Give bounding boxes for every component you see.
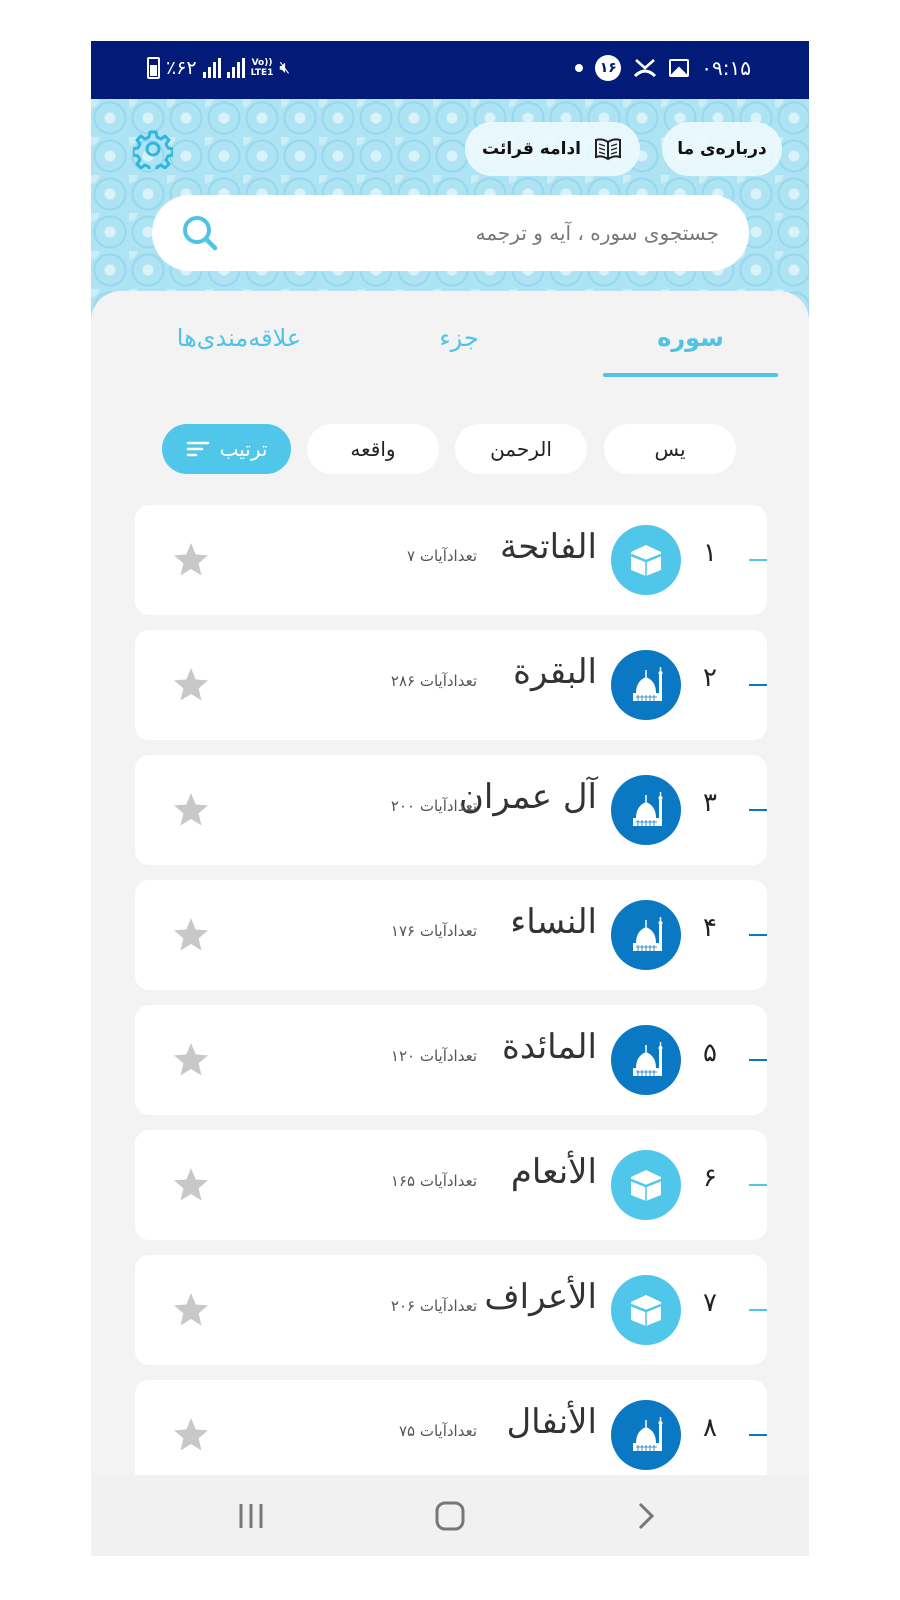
row-marker bbox=[749, 1059, 767, 1061]
ayat-count: تعدادآیات ۱۲۰ bbox=[390, 1047, 477, 1065]
surah-row[interactable] bbox=[135, 1005, 767, 1115]
surah-number: ۶ bbox=[703, 1163, 717, 1193]
favorite-star-icon[interactable] bbox=[171, 540, 211, 580]
chevron-right-icon bbox=[635, 1501, 657, 1531]
open-book-icon bbox=[593, 136, 623, 162]
chip-rahman[interactable]: الرحمن bbox=[455, 424, 587, 474]
status-bar-left bbox=[147, 57, 290, 79]
surah-name: النساء bbox=[510, 902, 597, 942]
favorite-star-icon[interactable] bbox=[171, 1290, 211, 1330]
active-tab-indicator bbox=[603, 373, 778, 377]
tab-surah[interactable]: سوره bbox=[657, 324, 724, 352]
continue-reading-button[interactable] bbox=[465, 122, 640, 176]
notification-dot-icon bbox=[575, 64, 583, 72]
sort-filter-icon bbox=[186, 440, 210, 458]
recents-icon bbox=[236, 1502, 266, 1530]
volte-indicator bbox=[251, 58, 274, 78]
battery-level: ٪۶۲ bbox=[166, 57, 197, 79]
chip-waqia[interactable]: واقعه bbox=[307, 424, 439, 474]
row-marker bbox=[749, 1309, 767, 1311]
mute-icon: 🔇︎ bbox=[279, 58, 291, 78]
row-marker bbox=[749, 809, 767, 811]
signal-2-icon bbox=[227, 58, 245, 78]
surah-row[interactable] bbox=[135, 1255, 767, 1365]
surah-row[interactable] bbox=[135, 1130, 767, 1240]
favorite-star-icon[interactable] bbox=[171, 915, 211, 955]
surah-row[interactable] bbox=[135, 1380, 767, 1490]
battery-icon bbox=[147, 57, 160, 79]
main-sheet bbox=[91, 291, 809, 1491]
ayat-count: تعدادآیات ۷۵ bbox=[398, 1422, 477, 1440]
tab-favorites[interactable]: علاقه‌مندی‌ها bbox=[176, 324, 302, 352]
surah-number: ۲ bbox=[703, 663, 717, 693]
ayat-count: تعدادآیات ۷ bbox=[407, 547, 477, 565]
continue-reading-label: ادامه قرائت bbox=[481, 139, 582, 159]
ayat-count: تعدادآیات ۲۸۶ bbox=[390, 672, 477, 690]
ayat-count: تعدادآیات ۲۰۰ bbox=[390, 797, 477, 815]
favorite-star-icon[interactable] bbox=[171, 665, 211, 705]
row-marker bbox=[749, 1434, 767, 1436]
surah-row[interactable] bbox=[135, 505, 767, 615]
sort-button[interactable] bbox=[162, 424, 291, 474]
surah-number: ۸ bbox=[703, 1413, 717, 1443]
search-icon bbox=[180, 213, 220, 253]
surah-name: البقرة bbox=[513, 652, 597, 692]
kaaba-icon bbox=[611, 525, 681, 595]
kaaba-icon bbox=[611, 1150, 681, 1220]
mosque-icon bbox=[611, 650, 681, 720]
about-button-label: درباره‌ی ما bbox=[677, 139, 767, 159]
network-label: LTE1 bbox=[250, 68, 274, 78]
missed-call-icon bbox=[633, 57, 657, 79]
signal-icon bbox=[203, 58, 221, 78]
row-marker bbox=[749, 1184, 767, 1186]
surah-number: ۱ bbox=[703, 538, 717, 568]
mosque-icon bbox=[611, 1025, 681, 1095]
sort-button-label: ترتیب bbox=[219, 437, 268, 461]
row-marker bbox=[749, 934, 767, 936]
search-bar bbox=[152, 195, 749, 271]
search-button[interactable] bbox=[180, 213, 220, 253]
favorite-star-icon[interactable] bbox=[171, 1165, 211, 1205]
surah-name: آل عمران bbox=[458, 777, 597, 817]
tab-bar bbox=[91, 291, 809, 381]
favorite-star-icon[interactable] bbox=[171, 1040, 211, 1080]
status-bar bbox=[91, 41, 809, 99]
surah-row[interactable] bbox=[135, 755, 767, 865]
home-icon bbox=[434, 1500, 466, 1532]
image-icon bbox=[669, 59, 689, 77]
recents-button[interactable] bbox=[226, 1493, 276, 1539]
gear-icon bbox=[133, 129, 173, 169]
app-screen bbox=[91, 41, 809, 1556]
ayat-count: تعدادآیات ۱۶۵ bbox=[390, 1172, 477, 1190]
surah-row[interactable] bbox=[135, 630, 767, 740]
quick-filter-chips bbox=[91, 424, 809, 474]
system-navigation-bar bbox=[91, 1475, 809, 1556]
home-button[interactable] bbox=[425, 1493, 475, 1539]
search-input[interactable] bbox=[252, 195, 719, 271]
mosque-icon bbox=[611, 775, 681, 845]
favorite-star-icon[interactable] bbox=[171, 1415, 211, 1455]
surah-number: ۵ bbox=[703, 1038, 717, 1068]
notification-count-badge: ۱۶ bbox=[595, 55, 621, 81]
surah-name: الأنفال bbox=[506, 1402, 597, 1442]
status-bar-right bbox=[575, 55, 751, 81]
surah-name: الأعراف bbox=[484, 1277, 597, 1317]
clock: ۰۹:۱۵ bbox=[701, 56, 751, 80]
ayat-count: تعدادآیات ۲۰۶ bbox=[390, 1297, 477, 1315]
mosque-icon bbox=[611, 900, 681, 970]
surah-list bbox=[135, 505, 767, 1505]
row-marker bbox=[749, 684, 767, 686]
tab-juz[interactable]: جزء bbox=[439, 324, 479, 352]
back-button[interactable] bbox=[621, 1493, 671, 1539]
mosque-icon bbox=[611, 1400, 681, 1470]
settings-button[interactable] bbox=[131, 127, 175, 171]
surah-number: ۷ bbox=[703, 1288, 717, 1318]
favorite-star-icon[interactable] bbox=[171, 790, 211, 830]
chip-yasin[interactable]: یس bbox=[604, 424, 736, 474]
surah-name: الأنعام bbox=[510, 1152, 597, 1192]
volte-label: Vo)) bbox=[251, 58, 273, 68]
surah-name: المائدة bbox=[502, 1027, 597, 1067]
about-button[interactable] bbox=[662, 122, 782, 176]
surah-number: ۴ bbox=[703, 913, 717, 943]
surah-name: الفاتحة bbox=[499, 527, 597, 567]
row-marker bbox=[749, 559, 767, 561]
surah-row[interactable] bbox=[135, 880, 767, 990]
kaaba-icon bbox=[611, 1275, 681, 1345]
surah-number: ۳ bbox=[703, 788, 717, 818]
ayat-count: تعدادآیات ۱۷۶ bbox=[390, 922, 477, 940]
